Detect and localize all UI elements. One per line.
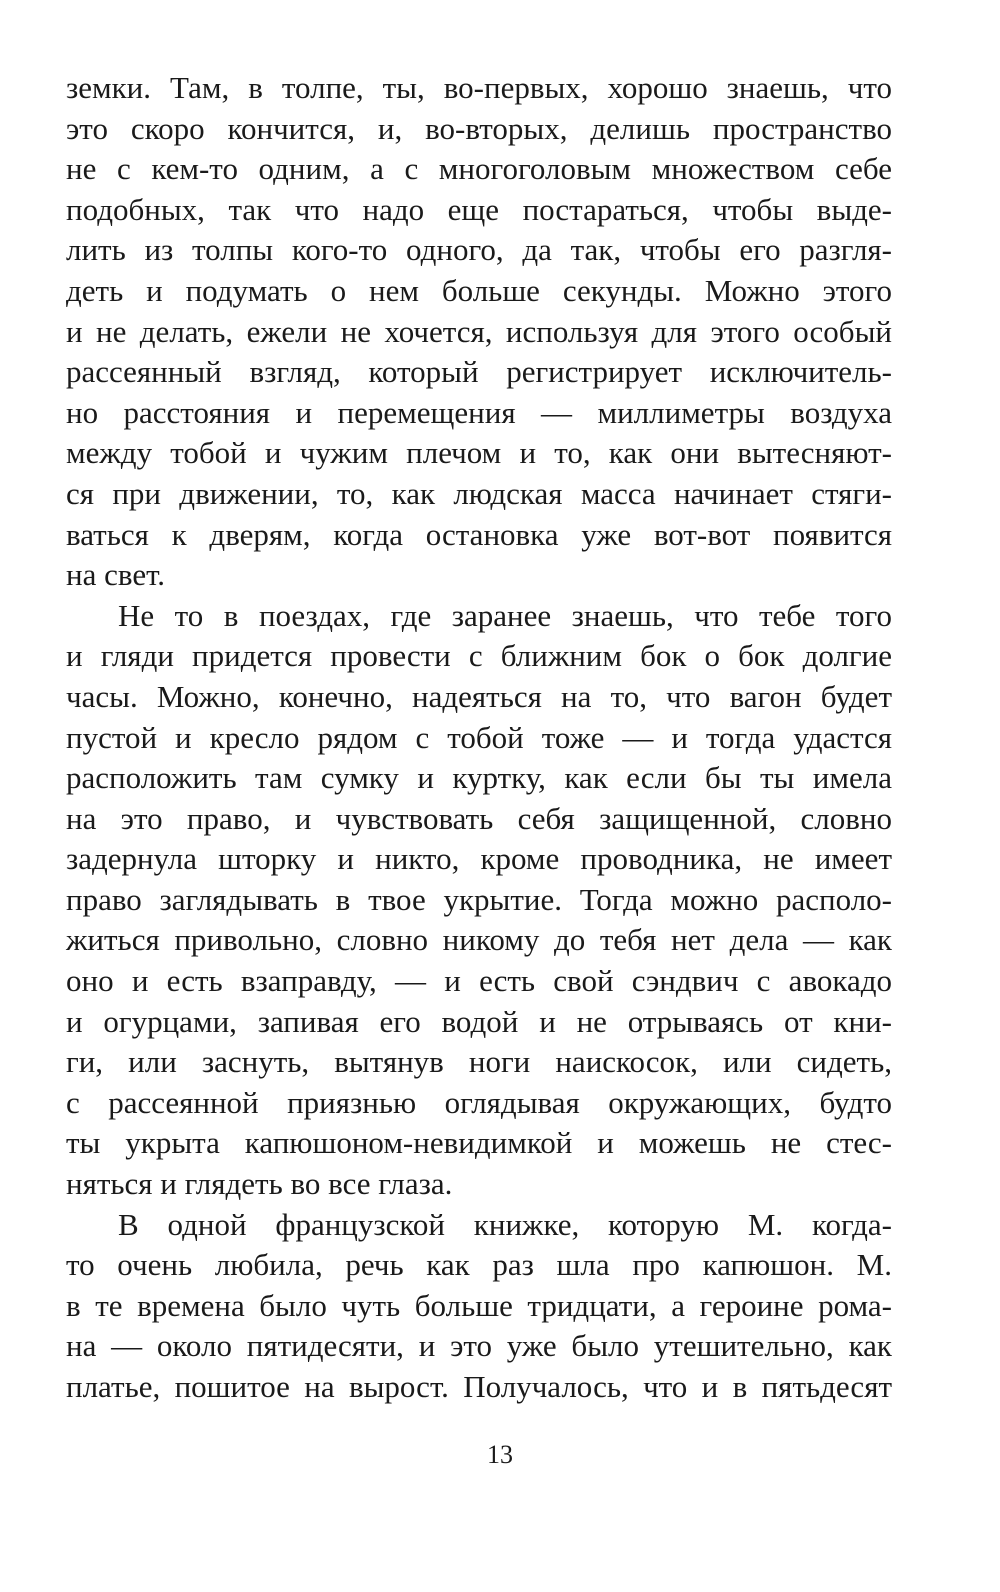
text-line: и огурцами, запивая его водой и не отрываясь от кни- — [66, 1003, 892, 1039]
text-line: с рассеянной приязнью оглядывая окружающих, будто — [66, 1084, 892, 1120]
body-text — [66, 68, 892, 1408]
text-line: между тобой и чужим плечом и то, как они вытесняют- — [66, 435, 892, 471]
text-line: на свет. — [66, 557, 166, 593]
text-line: и не делать, ежели не хочется, используя для этого особый — [66, 313, 892, 349]
text-line: подобных, так что надо еще постараться, чтобы выде- — [66, 191, 892, 227]
text-line: не с кем-то одним, а с многоголовым множеством себе — [66, 151, 892, 187]
text-line: В одной французской книжке, которую М. когда- — [118, 1206, 892, 1242]
text-line: это скоро кончится, и, во-вторых, делишь пространство — [66, 110, 892, 146]
text-line: житься привольно, словно никому до тебя нет дела — как — [66, 922, 892, 958]
text-line: деть и подумать о нем больше секунды. Можно этого — [66, 272, 892, 308]
text-line: ся при движении, то, как людская масса начинает стяги- — [66, 475, 892, 511]
text-line: на — около пятидесяти, и это уже было утешительно, как — [66, 1328, 892, 1364]
text-line: то очень любила, речь как раз шла про капюшон. М. — [66, 1247, 892, 1283]
text-line: лить из толпы кого-то одного, да так, чтобы его разгля- — [66, 232, 892, 268]
paragraph-2 — [66, 596, 892, 1205]
text-line: и гляди придется провести с ближним бок о бок долгие — [66, 638, 892, 674]
text-line: оно и есть взаправду, — и есть свой сэндвич с авокадо — [66, 963, 892, 999]
text-line: пустой и кресло рядом с тобой тоже — и тогда удастся — [66, 719, 892, 755]
text-line: земки. Там, в толпе, ты, во-первых, хорошо знаешь, что — [66, 70, 892, 105]
text-line: часы. Можно, конечно, надеяться на то, что вагон будет — [66, 678, 892, 714]
text-line: задернула шторку и никто, кроме проводника, не имеет — [66, 841, 892, 877]
text-line: ваться к дверям, когда остановка уже вот-вот появится — [66, 516, 892, 552]
paragraph-1 — [66, 68, 892, 596]
text-line: на это право, и чувствовать себя защищенной, словно — [66, 800, 892, 836]
text-line: расположить там сумку и куртку, как если бы ты имела — [66, 760, 892, 796]
page-number: 13 — [487, 1440, 513, 1469]
text-line: няться и глядеть во все глаза. — [66, 1166, 453, 1202]
text-line: ты укрыта капюшоном-невидимкой и можешь не стес- — [66, 1125, 892, 1161]
text-line: ги, или заснуть, вытянув ноги наискосок, или сидеть, — [66, 1044, 892, 1080]
text-line: право заглядывать в твое укрытие. Тогда можно располо- — [66, 881, 892, 917]
text-line: платье, пошитое на вырост. Получалось, что и в пятьдесят — [66, 1369, 892, 1404]
text-line: Не то в поездах, где заранее знаешь, что тебе того — [118, 597, 892, 633]
paragraph-3 — [66, 1205, 892, 1408]
text-line: но расстояния и перемещения — миллиметры воздуха — [66, 394, 892, 430]
text-line: в те времена было чуть больше тридцати, а героине рома- — [66, 1287, 892, 1323]
text-line: рассеянный взгляд, который регистрирует исключитель- — [66, 354, 892, 390]
